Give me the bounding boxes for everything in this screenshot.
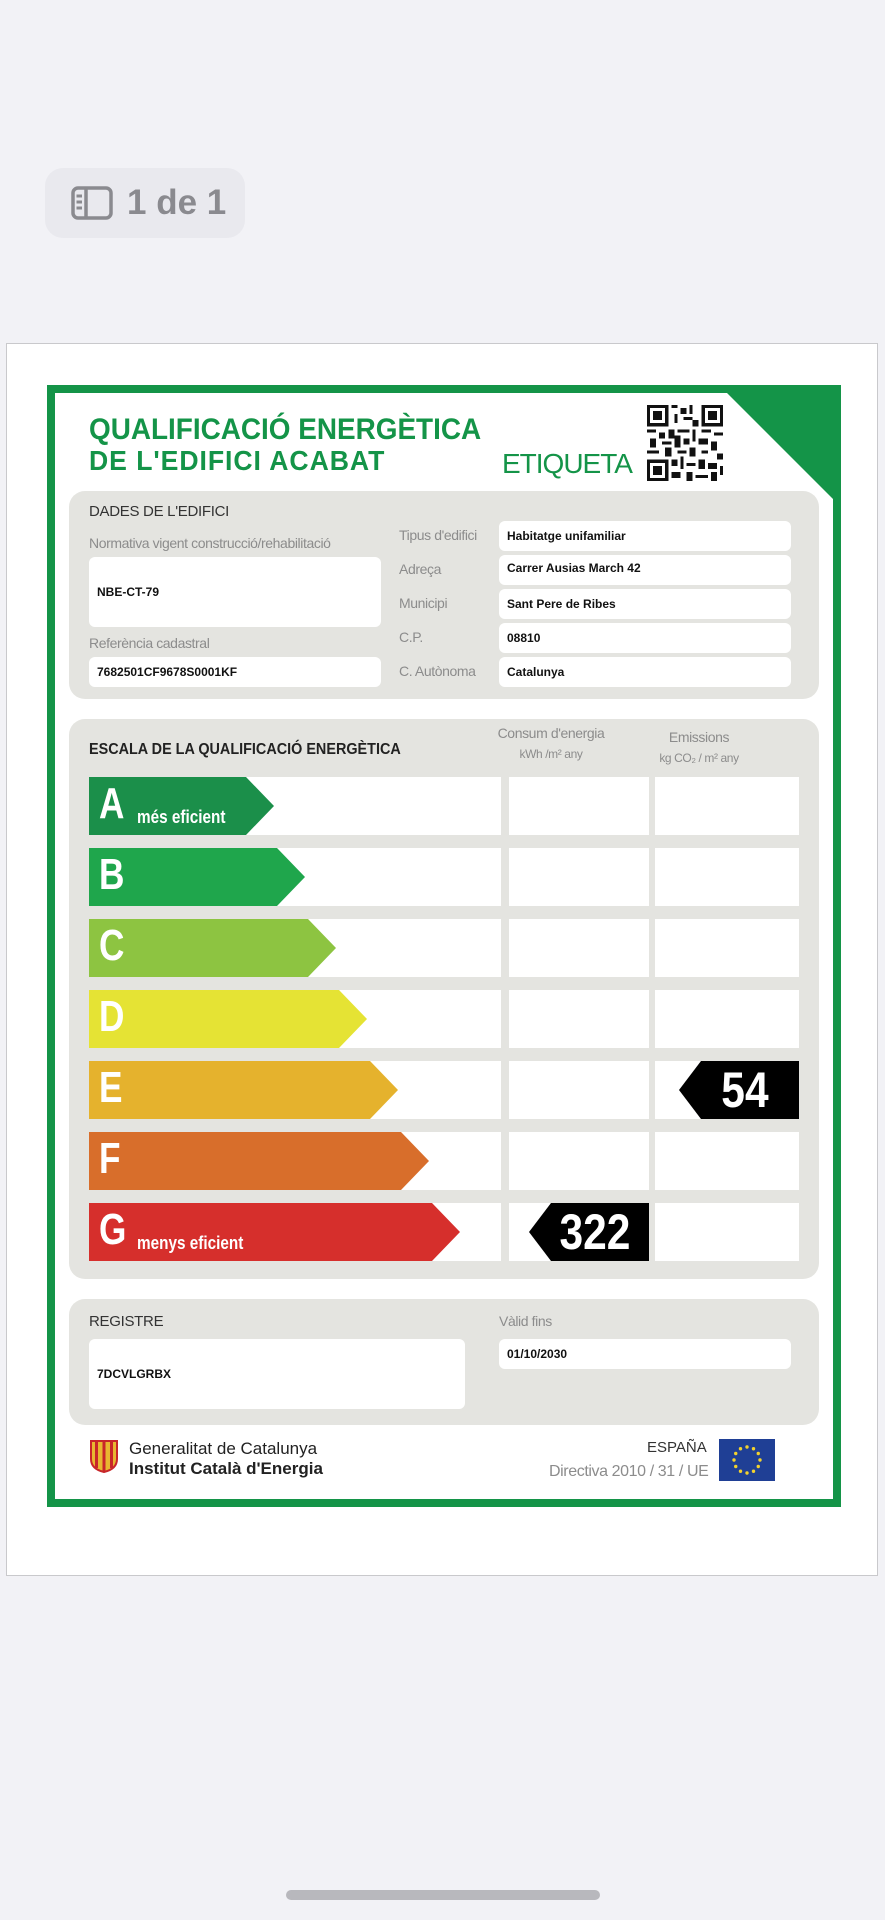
rating-letter: C: [99, 921, 125, 970]
generalitat-name: Generalitat de Catalunya: [129, 1439, 318, 1458]
emissions-column-unit: kg CO₂ / m² any: [659, 751, 739, 765]
eu-star: [745, 1471, 748, 1474]
registry-panel: [69, 1299, 819, 1425]
valid-until-value: 01/10/2030: [499, 1339, 791, 1369]
eu-star: [745, 1445, 748, 1448]
country-label: ESPAÑA: [647, 1439, 707, 1456]
rating-arrow-f: [89, 1132, 429, 1190]
rating-letter: A: [99, 779, 125, 828]
eu-star: [757, 1465, 760, 1468]
field-label: Tipus d'edifici: [399, 527, 477, 543]
emissions-result-indicator: [679, 1061, 799, 1119]
eu-star: [752, 1447, 755, 1450]
rating-row: [89, 777, 799, 835]
rating-arrow-e: [89, 1061, 398, 1119]
building-section-title: DADES DE L'EDIFICI: [89, 503, 229, 520]
rating-row: [89, 848, 799, 906]
energy-scale-panel: [69, 719, 819, 1279]
eu-star: [752, 1470, 755, 1473]
page-indicator-text: 1 de 1: [127, 183, 227, 222]
directive-label: Directiva 2010 / 31 / UE: [549, 1463, 709, 1480]
field-value: Sant Pere de Ribes: [499, 589, 791, 619]
document-page: [6, 343, 878, 1576]
corner-triangle: [725, 391, 835, 501]
eu-star: [734, 1465, 737, 1468]
sidebar-icon: [71, 186, 113, 220]
energy-cell: [509, 848, 649, 906]
eu-star: [739, 1447, 742, 1450]
rating-subtitle: més eficient: [137, 807, 226, 827]
rating-row: [89, 990, 799, 1048]
registry-label: REGISTRE: [89, 1313, 164, 1330]
field-label: Municipi: [399, 595, 448, 611]
label-type: ETIQUETA: [502, 448, 632, 479]
rating-letter: E: [99, 1063, 123, 1112]
emissions-cell: [655, 1203, 799, 1261]
energy-label: [47, 385, 841, 1507]
field-label: C.P.: [399, 629, 423, 645]
label-title-line2: DE L'EDIFICI ACABAT: [89, 445, 386, 476]
registry-value: 7DCVLGRBX: [89, 1339, 465, 1409]
senyera-emblem-icon: [89, 1439, 119, 1473]
energy-result-indicator: [529, 1203, 649, 1261]
regulation-value: NBE-CT-79: [89, 557, 381, 627]
eu-star: [757, 1452, 760, 1455]
field-value: Habitatge unifamiliar: [499, 521, 791, 551]
field-label: Adreça: [399, 561, 441, 577]
rating-letter: F: [99, 1134, 121, 1183]
emissions-column-title: Emissions: [668, 729, 730, 745]
institute-name: Institut Català d'Energia: [129, 1459, 323, 1478]
rating-letter: G: [99, 1205, 127, 1254]
rating-letter: D: [99, 992, 125, 1041]
field-value: 08810: [499, 623, 791, 653]
emissions-cell: [655, 777, 799, 835]
cadastral-value: 7682501CF9678S0001KF: [89, 657, 381, 687]
rating-arrow-a: [89, 777, 274, 835]
energy-cell: [509, 777, 649, 835]
emissions-result-indicator-value: 54: [721, 1062, 769, 1118]
rating-arrow-g: [89, 1203, 460, 1261]
field-label: C. Autònoma: [399, 663, 476, 679]
valid-until-label: Vàlid fins: [499, 1313, 552, 1329]
label-title-line1: QUALIFICACIÓ ENERGÈTICA: [89, 413, 482, 446]
energy-cell: [509, 990, 649, 1048]
energy-column-unit: kWh /m² any: [519, 747, 583, 761]
page-indicator[interactable]: [45, 168, 245, 238]
energy-column-title: Consum d'energia: [497, 725, 605, 741]
eu-star: [758, 1458, 761, 1461]
rating-row: [89, 1132, 799, 1190]
scale-section-title: ESCALA DE LA QUALIFICACIÓ ENERGÈTICA: [89, 741, 401, 758]
emissions-cell: [655, 919, 799, 977]
eu-star: [739, 1470, 742, 1473]
emissions-cell: [655, 1132, 799, 1190]
building-data-panel: [69, 491, 819, 699]
qr-code-icon: [647, 405, 723, 481]
cadastral-label: Referència cadastral: [89, 635, 210, 651]
rating-arrow-c: [89, 919, 336, 977]
rating-row: [89, 1061, 799, 1119]
home-indicator[interactable]: [286, 1890, 600, 1900]
field-value: Catalunya: [499, 657, 791, 687]
energy-cell: [509, 1132, 649, 1190]
eu-star: [732, 1458, 735, 1461]
rating-arrow-b: [89, 848, 305, 906]
regulation-label: Normativa vigent construcció/rehabilitació: [89, 535, 331, 551]
eu-star: [734, 1452, 737, 1455]
energy-cell: [509, 919, 649, 977]
rating-row: [89, 1203, 799, 1261]
energy-result-indicator-value: 322: [559, 1204, 631, 1260]
rating-arrow-d: [89, 990, 367, 1048]
emissions-cell: [655, 848, 799, 906]
energy-cell: [509, 1061, 649, 1119]
rating-row: [89, 919, 799, 977]
field-value: Carrer Ausias March 42: [499, 555, 791, 585]
rating-letter: B: [99, 850, 125, 899]
emissions-cell: [655, 990, 799, 1048]
eu-flag-icon: [719, 1439, 775, 1481]
rating-subtitle: menys eficient: [137, 1233, 244, 1253]
